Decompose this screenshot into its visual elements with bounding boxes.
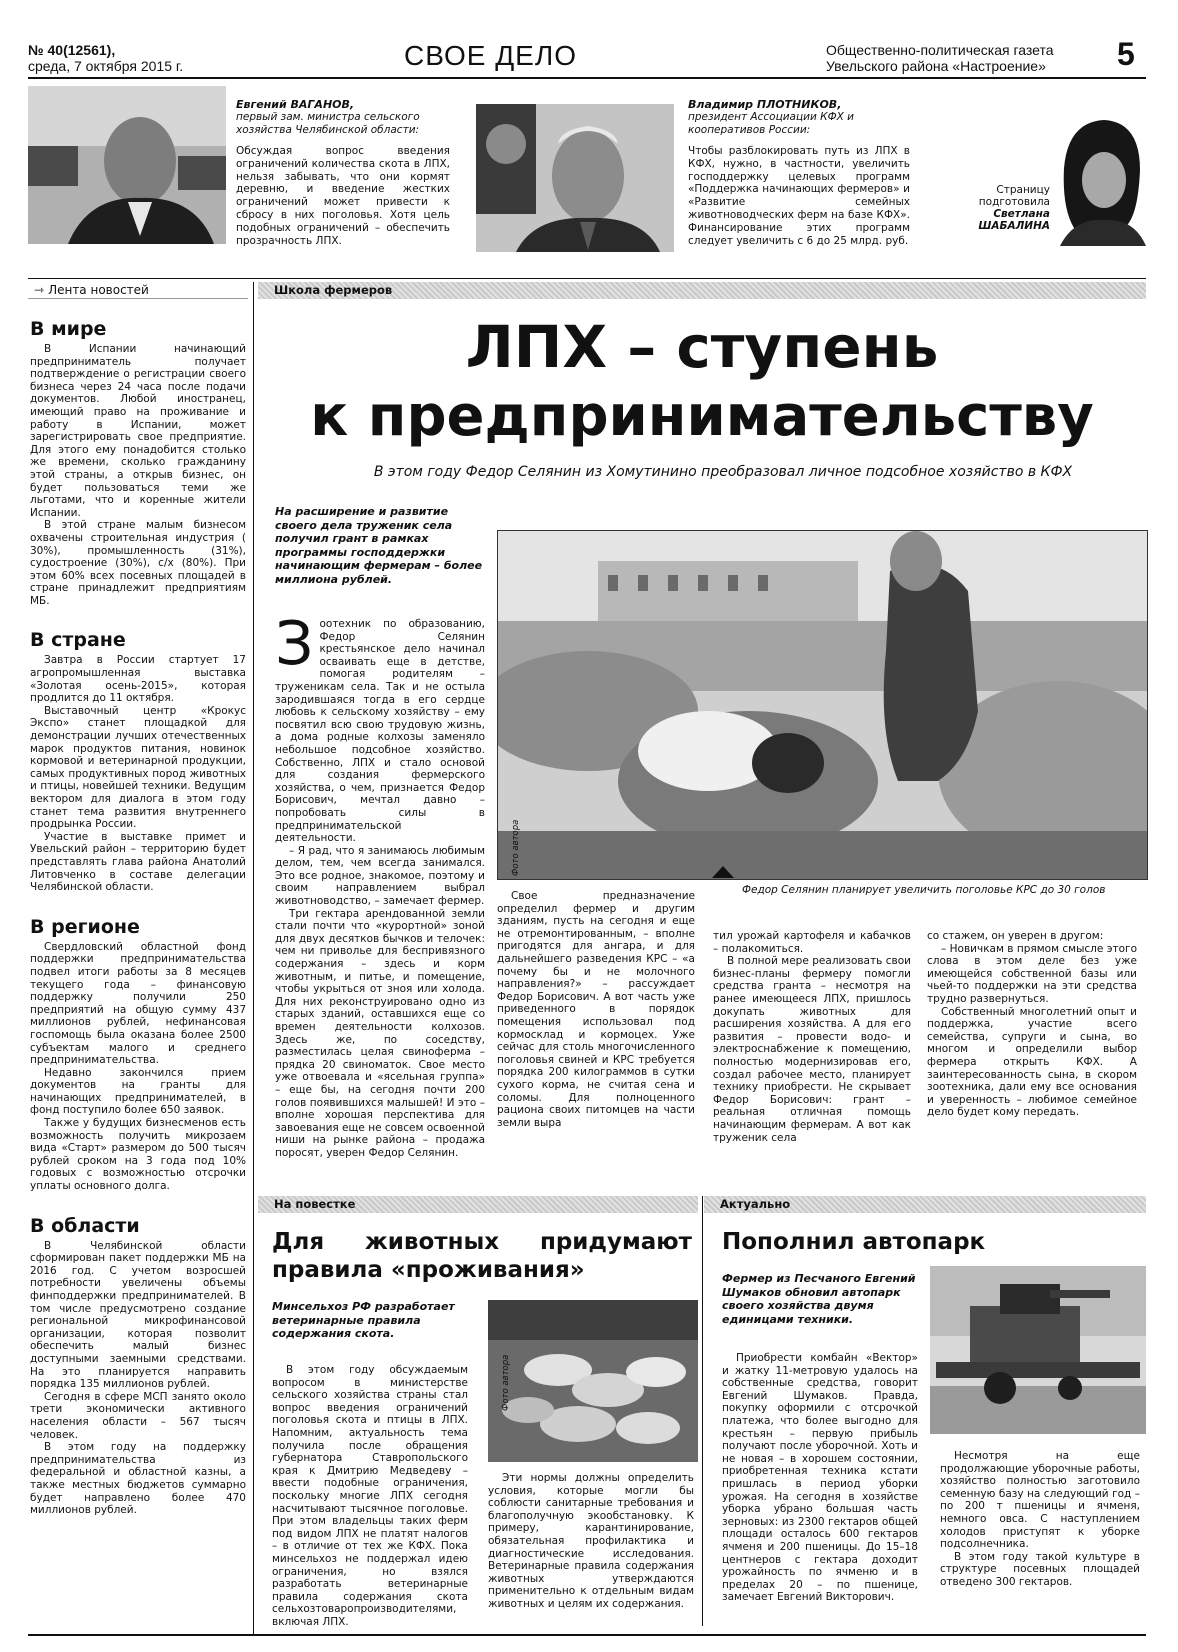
article-paragraph: В этом году такой культуре в структуре посевных площадей отведено 300 гектаров.	[940, 1550, 1140, 1588]
news-paragraph: Участие в выставке примет и Увельский район – территорию будет представлять глава района Анатолий Литовченко в составе делегации Челябинской области.	[30, 830, 246, 894]
pigs-photo	[488, 1300, 698, 1462]
article-paragraph: Эти нормы должны определить условия, которые могли бы соблюсти санитарные требования и благополучную экообстановку. К примеру, карантинирование, обязательная профилактика и диагностические исследования. Ветеринарные правила содержания животных утверждаются применительно к отдельным видам животных и целям их содержания.	[488, 1472, 694, 1610]
prepared-line-4: ШАБАЛИНА	[978, 220, 1050, 232]
rubric-agenda: На повестке	[258, 1196, 698, 1213]
quote-vaganov	[236, 98, 450, 247]
portrait-plotnikov	[476, 104, 674, 252]
prepared-line-2: подготовила	[978, 196, 1050, 208]
quote-vaganov-text: Обсуждая вопрос введения ограничений количества скота в ЛПХ, нельзя забывать, что они кормят деревню, и введение жестких ограничений может привести к сбросу в них поголовья. Хотя цель подобных ограничений – обеспечить прозрачность ЛПХ.	[236, 145, 450, 247]
section-title: СВОЕ ДЕЛО	[404, 40, 577, 71]
sidebar-divider	[253, 282, 254, 1634]
main-photo-farmer-cattle	[497, 530, 1148, 880]
news-section-title: В мире	[30, 318, 107, 340]
quote-plotnikov-text: Чтобы разблокировать путь из ЛПХ в КФХ, нужно, в частности, увеличить господдержку целевых программ «Поддержка начинающих фермеров» и «Развитие семейных животноводческих ферм на базе КФХ». Финансирование этих программ следует увеличить с 6 до 25 млрд. руб.	[688, 145, 910, 247]
news-section-region	[30, 916, 246, 1193]
main-first-paragraph	[275, 609, 485, 845]
issue-number: № 40(12561),	[28, 42, 116, 58]
news-section-oblast	[30, 1215, 246, 1517]
news-section-title: В регионе	[30, 915, 140, 938]
news-paragraph: Также у будущих бизнесменов есть возможность получить микрозаем вида «Старт» размером до 500 тысяч рублей сроком на 3 года под 10% годовых с возможностью отсрочки уплаты основного долга.	[30, 1117, 246, 1193]
quote-plotnikov-name: Владимир ПЛОТНИКОВ,	[688, 98, 842, 111]
news-paragraph: В этом году на поддержку предпринимательства из федеральной и областной казны, а также местных бюджетов суммарно будет направлено более 470 миллионов рублей.	[30, 1441, 246, 1517]
main-lead: На расширение и развитие своего дела труженик села получил грант в рамках программы господдержки начинающим фермерам – более миллиона рублей.	[275, 505, 483, 586]
animals-rules-lead: Минсельхоз РФ разработает ветеринарные правила содержания скота.	[272, 1300, 455, 1340]
article-paragraph: В этом году обсуждаемым вопросом в министерстве сельского хозяйства страны стал вопрос введения ограничений поголовья скота и птицы в ЛПХ. Напомним, актуальность тема получила после обращения губернатора Ставропольского края к Дмитрию Медведеву – ввести подобные ограничения, поскольку многие ЛПХ сегодня насчитывают тысячное поголовье. При этом владельцы таких ферм под видом ЛПХ не платят налогов – в отличие от тех же КФХ. Пока минсельхоз не поддержал идею ограничения, но взялся разработать ветеринарные правила содержания скота сельхозтоваропроизводителями, включая ЛПХ.	[272, 1364, 468, 1628]
page-number: 5	[1117, 36, 1135, 72]
pigs-photo-credit: Фото автора	[501, 1354, 511, 1411]
animals-rules-headline: Для животных придумают правила «проживания»	[272, 1229, 692, 1283]
arrow-icon: ⇾	[34, 283, 45, 297]
autopark-lead: Фермер из Песчаного Евгений Шумаков обновил автопарк своего хозяйства двумя единицами техники.	[722, 1272, 916, 1326]
news-section-body	[30, 343, 246, 607]
main-column-1	[275, 609, 485, 1160]
main-photo-caption: Федор Селянин планирует увеличить поголовье КРС до 30 голов	[742, 884, 1106, 896]
news-paragraph: Свердловский областной фонд поддержки предпринимательства подвел итоги работы за 8 месяцев текущего года – финансовую поддержку получили 250 предприятий на общую сумму 437 миллионов рублей, нефинансовая госпомощь была оказана более 2500 субъектам малого и среднего предпринимательства.	[30, 940, 246, 1067]
news-section-body	[30, 654, 246, 893]
quote-plotnikov	[688, 98, 910, 247]
main-first-paragraph-text: оотехник по образованию, Федор Селянин крестьянское дело начинал осваивать еще в детстве, помогая родителям – труженикам села. Так и не остыла зародившаяся тогда в его сердце любовь к сельскому хозяйству – ему посвятил всю свою трудовую жизнь, а дома родные колхозы заменяло небольшое подсобное хозяйство. Собственно, ЛПХ и стало основой для создания фермерского хозяйства, о чем, признается Федор Борисович, мечтал давно – попробовать силы в предпринимательской деятельности.	[275, 618, 485, 845]
main-column-4	[927, 930, 1137, 1119]
main-paragraph: тил урожай картофеля и кабачков – полакомиться.	[713, 930, 911, 955]
main-paragraph: Свое предназначение определил фермер и другим зданиям, пусть на сегодня и еще не отремонтированным, – вполне пригодятся для ангара, и для дальнейшего разведения КРС – «а почему бы и не молочного направления?» – рассуждает Федор Борисович. А вот часть уже приведенного в порядок помещения использовал под кормосклад и кормоцех. Уже сейчас для столь многочисленного поголовья свиней и КРС требуется порядка 200 килограммов в сутки сухого корма, не считая сена и соломы. Для полноценного рациона своих питомцев на части земли выра	[497, 890, 695, 1129]
main-paragraph: В полной мере реализовать свои бизнес-планы фермеру помогли средства гранта – несмотря на ранее имеющееся ЛПХ, пришлось докупать животных для расширения хозяйства. А для его развития – провести водо- и электроснабжение к помещению, полностью модернизировав его, создал рабочее место, планирует технику приобрести. Не скрывает Федор Борисович: грант – реальная отличная помощь начинающим фермерам. А вот как труженик села	[713, 955, 911, 1144]
farmer-cattle-image	[498, 531, 1147, 879]
news-section-world	[30, 318, 246, 607]
page-bottom-rule	[28, 1634, 1146, 1636]
article-paragraph: Несмотря на еще продолжающие уборочные работы, хозяйство полностью заготовило семенную базу на следующий год – по 200 т пшеницы и ячменя, немного овса. С наступлением холодов приступят к уборке подсолнечника.	[940, 1450, 1140, 1551]
quote-plotnikov-role: президент Ассоциации КФХ и кооперативов России:	[688, 111, 854, 136]
main-photo-credit: Фото автора	[511, 819, 521, 876]
portrait-plotnikov-image	[476, 104, 674, 252]
issue-info	[28, 42, 183, 74]
news-paragraph: Недавно закончился прием документов на гранты для начинающих предпринимателей, в фонд поступило более 650 заявок.	[30, 1066, 246, 1117]
issue-date: среда, 7 октября 2015 г.	[28, 58, 184, 74]
combine-harvester-image	[930, 1266, 1146, 1434]
publication-info	[826, 42, 1054, 74]
news-section-country	[30, 629, 246, 893]
autopark-column-1	[722, 1352, 918, 1604]
photo-caption-pointer-icon	[712, 866, 734, 878]
combine-photo	[930, 1266, 1146, 1434]
news-section-body	[30, 1240, 246, 1517]
news-paragraph: Завтра в России стартует 17 агропромышленная выставка «Золотая осень-2015», которая продлится до 11 октября.	[30, 654, 246, 705]
news-section-body	[30, 941, 246, 1193]
news-feed-label-text: Лента новостей	[48, 283, 149, 297]
news-paragraph: В Испании начинающий предприниматель получает подтверждение о регистрации своего бизнеса через 24 часа после подачи документов. Любой иностранец, имеющий право на проживание и работу в Испании, может зарегистрировать свое предприятие. Для этого ему понадобится столько же времени, сколько гражданину этой страны, а открыв бизнес, он будет пользоваться теми же льготами, что и коренные жители Испании.	[30, 343, 246, 519]
main-column-3	[713, 930, 911, 1144]
news-paragraph: Выставочный центр «Крокус Экспо» станет площадкой для демонстрации лучших отечественных марок продуктов питания, новинок кормовой и ветеринарной продукции, самых продуктивных пород животных и птицы, новейшей техники. Ведущим вектором для диалога в этом году станет тема развития внутреннего продрынка России.	[30, 704, 246, 831]
autopark-column-2	[940, 1450, 1140, 1589]
prepared-line-1: Страницу	[996, 184, 1050, 196]
publication-line-2: Увельского района «Настроение»	[826, 58, 1046, 74]
pigs-image	[488, 1300, 698, 1462]
prepared-line-3: Светлана	[993, 208, 1050, 220]
animals-rules-column-2	[488, 1472, 694, 1611]
main-column-2	[497, 890, 695, 1129]
quote-vaganov-name: Евгений ВАГАНОВ,	[236, 98, 355, 111]
main-paragraph: Три гектара арендованной земли стали почти что «курортной» зоной для двух десятков бычков и телочек: чем ни приволье для беспривязного содержания – здесь и корм животным, и питье, и помещение, чтобы укрыться от зноя или холода. Для них реконструировано одно из старых зданий, оставшихся еще со времен деятельности колхозов. Здесь же, по соседству, разместилась целая свиноферма – прядка 20 свиноматок. Свое место уже отвоевала и «ясельная группа» – еще бы, на сегодня почти 200 голов появившихся малышей! И это – вполне хорошая перспектива для завоевания еще не совсем освоенной ниши на рынке района – продажа поросят, уверен Федор Селянин.	[275, 907, 485, 1159]
news-paragraph: В этой стране малым бизнесом охвачены строительная индустрия ( 30%), промышленность (31%), судостроение (30%), с/х (80%). При этом 60% всех посевных площадей в стране принадлежит предприятиям МБ.	[30, 519, 246, 607]
news-feed-label	[28, 282, 248, 299]
main-headline-line-1: ЛПХ – ступень	[465, 313, 939, 381]
portrait-vaganov	[28, 86, 226, 244]
news-paragraph: В Челябинской области сформирован пакет поддержки МБ на 2016 год. С учетом возросшей потребности увеличены объемы финподдержки предпринимателей. В том числе предусмотрено создание региональной микрофинансовой организации, которая позволит обеспечить малый бизнес доступными заемными средствами. На это планируется направить порядка 135 миллионов рублей.	[30, 1239, 246, 1391]
sidebar-news	[30, 318, 246, 1517]
main-subtitle: В этом году Федор Селянин из Хомутинино преобразовал личное подсобное хозяйство в КФХ	[373, 464, 1073, 480]
main-headline	[258, 312, 1146, 452]
main-paragraph: Собственный многолетний опыт и поддержка, участие всего семейства, супруги и сына, во многом и определили выбор фермера открыть КФХ. А заинтересованность сына, в скором зоотехника, дали ему все основания и уверенность – любимое семейное дело будет кому передать.	[927, 1005, 1137, 1119]
prepared-by	[932, 184, 1050, 232]
news-paragraph: Сегодня в сфере МСП занято около трети экономически активного населения области – 567 тысяч человек.	[30, 1390, 246, 1441]
animals-rules-column-1	[272, 1364, 468, 1628]
quote-vaganov-role: первый зам. министра сельского хозяйства Челябинской области:	[236, 111, 420, 136]
portrait-vaganov-image	[28, 86, 226, 244]
quotes-rule	[28, 278, 1146, 279]
publication-line-1: Общественно-политическая газета	[826, 42, 1054, 58]
drop-cap: З	[275, 609, 314, 679]
bottom-divider	[702, 1196, 703, 1626]
portrait-shabalina	[1054, 108, 1146, 246]
main-headline-line-2: к предпринимательству	[310, 384, 1094, 449]
header-rule	[28, 77, 1146, 79]
autopark-headline: Пополнил автопарк	[722, 1229, 986, 1255]
news-section-title: В стране	[30, 629, 126, 652]
portrait-shabalina-image	[1054, 108, 1146, 246]
rubric-actual: Актуально	[704, 1196, 1146, 1213]
rubric-farmers-school: Школа фермеров	[258, 282, 1146, 299]
article-paragraph: Приобрести комбайн «Вектор» и жатку 11-метровую удалось на собственные средства, говорит Евгений Шумаков. Правда, покупку оформили с отсрочкой платежа, что более выгодно для крестьян – первую прибыль получают после уборочной. Хоть и не новая – в хорошем состоянии, приобретенная техника кстати пришлась в период уборки урожая. На сегодня в хозяйстве уборка убрано большая часть зерновых: из 2300 гектаров общей площади осталось 600 гектаров ячменя и 200 пшеницы. До 15–18 центнеров с гектара доходит урожайность по ячменю и в пределах 20 – по пшенице, замечает Евгений Викторович.	[722, 1352, 918, 1604]
news-section-title: В области	[30, 1214, 140, 1237]
main-paragraph: – Я рад, что я занимаюсь любимым делом, тем, чем всегда занимался. Это все родное, знакомое, поэтому и своим направлением выбрал животноводство, – замечает фермер.	[275, 844, 485, 908]
main-paragraph: – Новичкам в прямом смысле этого слова в этом деле без уже имеющейся собственной базы или чьей-то поддержки на эти средства трудно развернуться.	[927, 942, 1137, 1005]
main-paragraph: со стажем, он уверен в другом:	[927, 930, 1104, 942]
